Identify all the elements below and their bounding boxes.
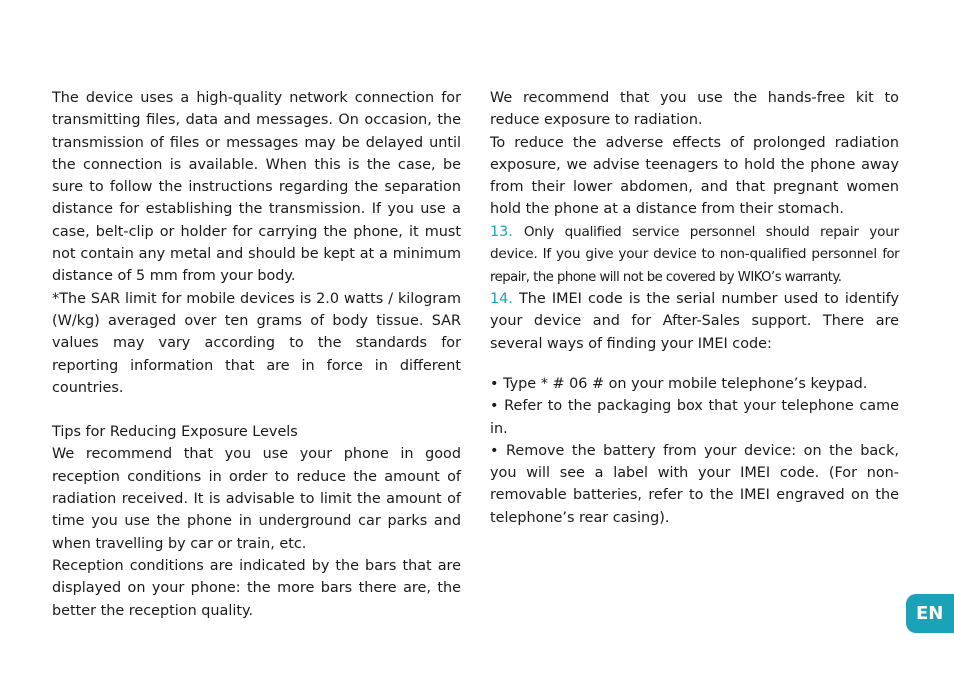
- paragraph-network-connection: The device uses a high-quality network connection for transmitting files, data and messages. On occasion, the transmission of files or messages may be delayed until the connection is available. When this is the case, be sure to follow the instructions regarding the separation distance for establishing the transmission. If you use a case, belt-clip or holder for carrying the phone, it must not contain any metal and should be kept at a minimum distance of 5 mm from your body.: [52, 90, 461, 285]
- bullet-battery-label: • Remove the battery from your device: on the back, you will see a label with your IMEI code. (For non-removable batteries, refer to the IMEI engraved on the telephone’s rear casing).: [490, 442, 899, 526]
- paragraph-sar-limit: *The SAR limit for mobile devices is 2.0 watts / kilogram (W/kg) averaged over ten grams of body tissue. SAR values may vary according to the standards for reporting information that are in force in different countries.: [52, 290, 461, 396]
- left-column: [52, 87, 461, 622]
- paragraph-reception-bars: Reception conditions are indicated by the bars that are displayed on your phone: the more bars there are, the better the reception quality.: [52, 557, 461, 619]
- language-badge: EN: [906, 594, 954, 633]
- item-13-number: 13.: [490, 223, 513, 240]
- item-14-number: 14.: [490, 291, 513, 308]
- bullet-packaging: • Refer to the packaging box that your telephone came in.: [490, 398, 899, 437]
- item-14-text: The IMEI code is the serial number used to identify your device and for After-Sales support. There are several ways of finding your IMEI code:: [490, 291, 900, 352]
- section-heading: Tips for Reducing Exposure Levels: [52, 424, 298, 441]
- spacer: [490, 355, 899, 373]
- paragraph-teenagers-pregnant: To reduce the adverse effects of prolonged radiation exposure, we advise teenagers to hold the phone away from their lower abdomen, and that pregnant women hold the phone at a distance from their stomach.: [490, 134, 899, 218]
- item-13: [490, 221, 899, 288]
- spacer: [52, 399, 461, 421]
- item-13-text-continued: for repair, the phone will not be covered by WIKO’s warranty.: [490, 247, 899, 285]
- item-13-text: Only qualified service personnel should repair your device. If you give your device to non-qualified personnel: [490, 223, 900, 263]
- right-column: [490, 87, 899, 529]
- paragraph-hands-free: We recommend that you use the hands-free kit to reduce exposure to radiation.: [490, 90, 899, 129]
- item-14: [490, 288, 899, 355]
- paragraph-good-reception: We recommend that you use your phone in good reception conditions in order to reduce the amount of radiation received. It is advisable to limit the amount of time you use the phone in underground car parks and when travelling by car or train, etc.: [52, 446, 461, 552]
- bullet-keypad: • Type * # 06 # on your mobile telephone’s keypad.: [490, 375, 868, 392]
